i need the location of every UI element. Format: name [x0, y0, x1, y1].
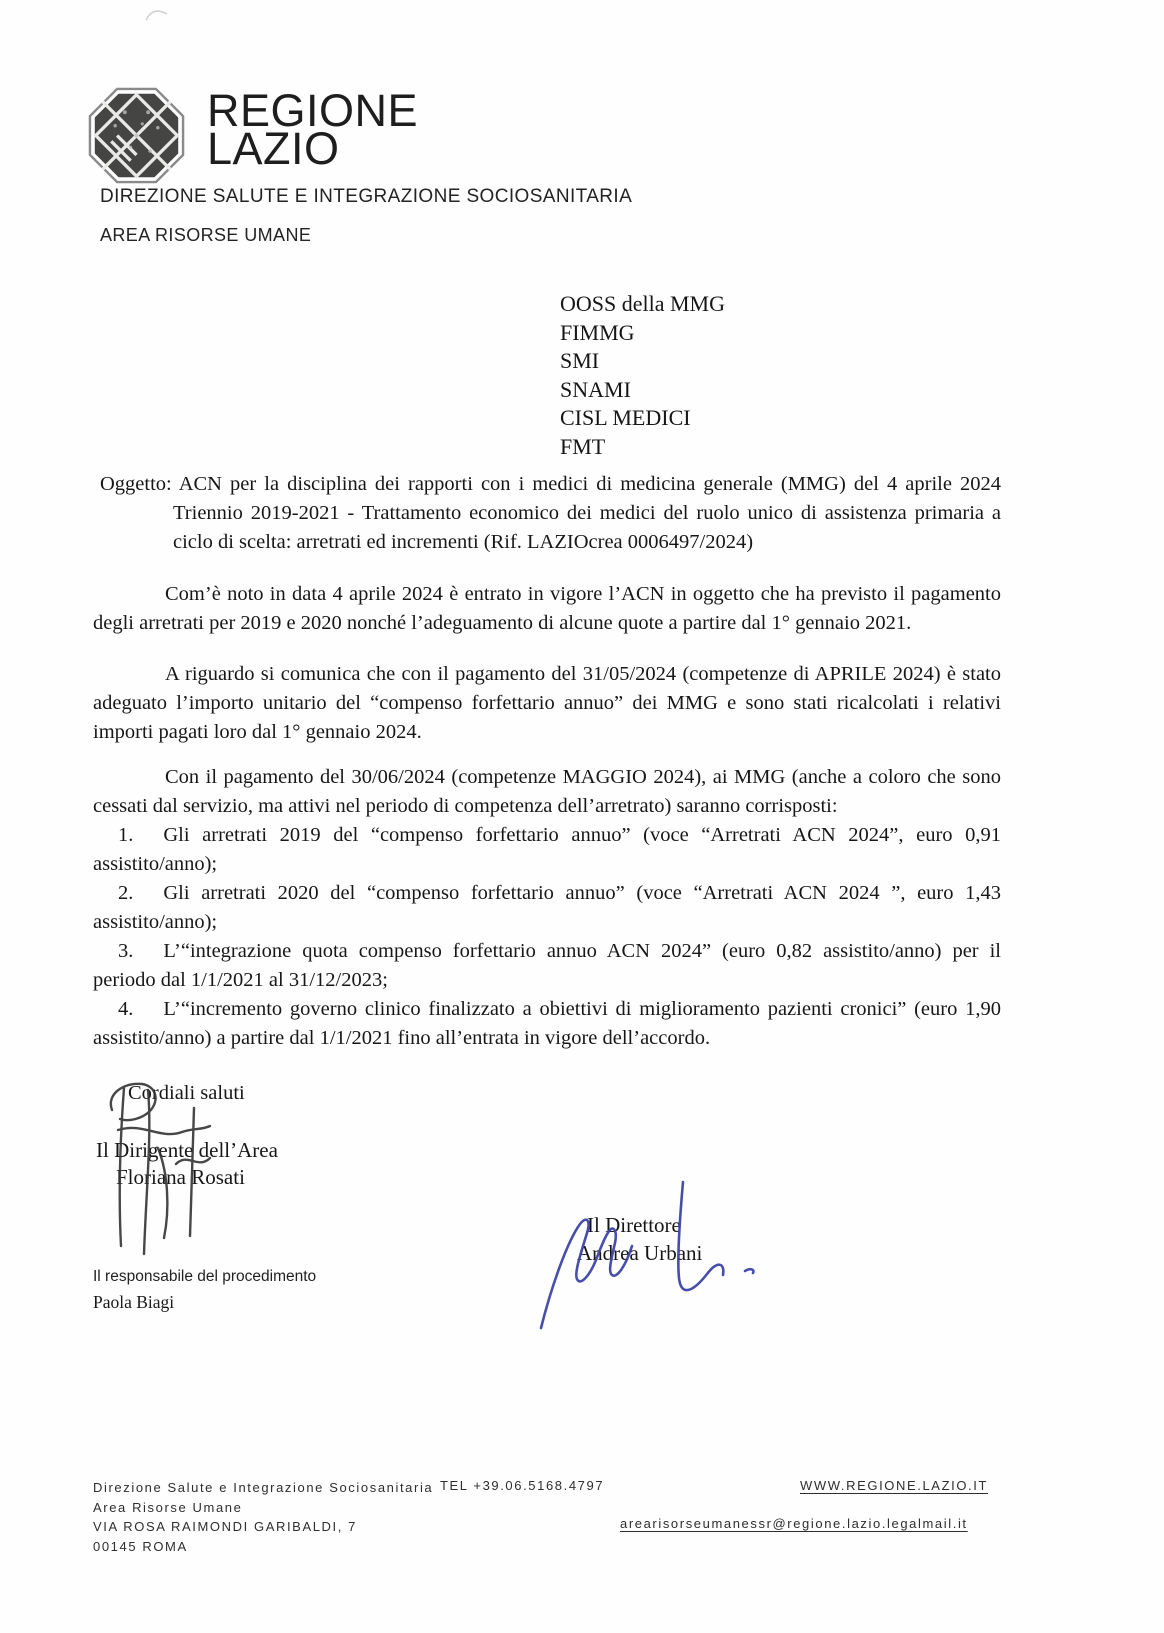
list-marker: 1. [118, 824, 134, 846]
recipient: CISL MEDICI [560, 405, 691, 431]
list-marker: 2. [118, 882, 134, 904]
footer-address-line: Area Risorse Umane [93, 1499, 243, 1515]
footer-phone: TEL +39.06.5168.4797 [440, 1478, 605, 1493]
subject-label: Oggetto: [100, 473, 172, 495]
list-item [93, 879, 1001, 937]
signer-role-left: Il Dirigente dell’Area [96, 1138, 278, 1162]
regione-lazio-logo-icon [88, 86, 185, 185]
subject-text: ACN per la disciplina dei rapporti con i medici di medicina generale (MMG) del 4 aprile 2024 Triennio 2019-2021 - Trattamento economico dei medici del ruolo unico di assistenza primaria a ciclo di scelta: arretrati ed incrementi (Rif. LAZIOcrea 0006497/2024) [173, 473, 1001, 553]
list-text: L’“integrazione quota compenso forfettario annuo ACN 2024” (euro 0,82 assistito/anno) per il periodo dal 1/1/2021 al 31/12/2023; [93, 940, 1001, 991]
signer-name-right: Andrea Urbani [577, 1241, 703, 1265]
signer-name-left: Floriana Rosati [116, 1165, 245, 1189]
recipient: FMT [560, 433, 606, 459]
list-text: Gli arretrati 2019 del “compenso forfettario annuo” (voce “Arretrati ACN 2024”, euro 0,91 assistito/anno); [93, 824, 1001, 875]
footer-address-line: VIA ROSA RAIMONDI GARIBALDI, 7 [93, 1519, 358, 1534]
footer-website-link[interactable]: WWW.REGIONE.LAZIO.IT [800, 1478, 988, 1493]
subject-line [100, 470, 1001, 557]
footer-address-line: 00145 ROMA [93, 1538, 188, 1554]
recipients-block [560, 290, 725, 462]
list-item [93, 995, 1001, 1053]
area-title: AREA RISORSE UMANE [100, 225, 312, 245]
paragraph: A riguardo si comunica che con il pagamento del 31/05/2024 (competenze di APRILE 2024) è stato adeguato l’importo unitario del “compenso forfettario annuo” dei MMG e sono stati ricalcolati i relativi importi pagati loro dal 1° gennaio 2024. [93, 663, 1001, 743]
footer-address-line: Direzione Salute e Integrazione Sociosanitaria [93, 1480, 434, 1495]
org-name-line1: REGIONE [207, 85, 419, 136]
list-marker: 3. [118, 940, 134, 962]
header [88, 86, 418, 185]
scan-artifact [142, 6, 172, 24]
list-text: Gli arretrati 2020 del “compenso forfettario annuo” (voce “Arretrati ACN 2024 ”, euro 1,43 assistito/anno); [93, 882, 1001, 933]
list-text: L’“incremento governo clinico finalizzato a obiettivi di miglioramento pazienti cronici” (euro 1,90 assistito/anno) a partire dal 1/1/2021 fino all’entrata in vigore dell’accordo. [93, 998, 1001, 1049]
recipient: OOSS della MMG [560, 291, 726, 316]
responsible-name: Paola Biagi [93, 1292, 175, 1312]
list-item [93, 937, 1001, 995]
recipient: SNAMI [560, 376, 631, 402]
direction-title: DIREZIONE SALUTE E INTEGRAZIONE SOCIOSANITARIA [100, 186, 633, 207]
list-marker: 4. [118, 998, 134, 1020]
footer-email-link[interactable]: arearisorseumanessr@regione.lazio.legalmail.it [620, 1516, 968, 1531]
list-item [93, 821, 1001, 879]
signer-role-right: Il Direttore [587, 1213, 681, 1237]
letter-body [93, 470, 1001, 1108]
recipient: FIMMG [560, 319, 635, 345]
org-name-line2: LAZIO [207, 123, 340, 174]
closing-salutation: Cordiali saluti [128, 1082, 245, 1104]
footer-address [93, 1478, 433, 1556]
recipient: SMI [560, 348, 600, 374]
paragraph: Con il pagamento del 30/06/2024 (competenze MAGGIO 2024), ai MMG (anche a coloro che sono cessati dal servizio, ma attivi nel periodo di competenza dell’arretrato) saranno corrisposti: [93, 766, 1001, 817]
paragraph: Com’è noto in data 4 aprile 2024 è entrato in vigore l’ACN in oggetto che ha previsto il pagamento degli arretrati per 2019 e 2020 nonché l’adeguamento di alcune quote a partire dal 1° gennaio 2021. [93, 583, 1001, 634]
responsible-label: Il responsabile del procedimento [93, 1268, 317, 1285]
org-logotype [207, 85, 419, 174]
